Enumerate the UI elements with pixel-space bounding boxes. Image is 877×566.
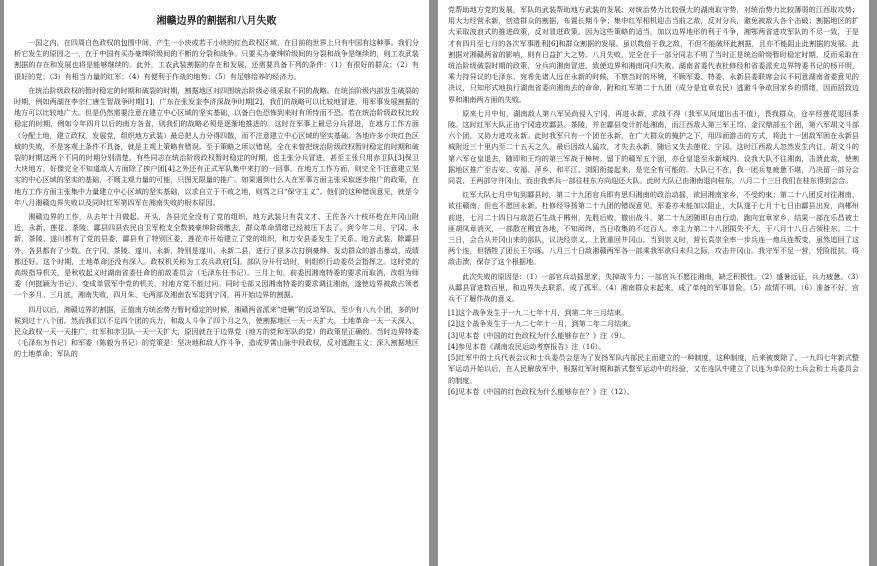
footnote-4: [4]参见本卷《湖南农民运动考察报告》注（16）。 bbox=[448, 341, 606, 351]
left-paragraph-3: 湘赣边界的工作，从去年十月做起。开头，各县完全没有了党的组织，地方武装只有袁文才、王佐各六十枝坏枪在井冈山附近，永新、莲花、茶陵、酃县四县农民自卫军枪支全数被豪绅阶级缴去，群众革命情绪已经被压下去了。到今年二月，宁冈、永新、茶陵、遂川都有了党的县委，酃县有了特别区委，莲花亦开始建立了党的组织，和万安县委发生了关系。地方武装，除酃县外，各县都有了少数。在宁冈、茶陵、遂川、永新，特别是遂川、永新二县，进行了很多次打倒豪绅、发动群众的游击暴动，成绩都还好。这个时期，土地革命还没有深入。政权机关称为工农兵政府[5]。部队分开行动时，则组织行动委员会指挥之。这时党的高级指导机关，是秋收起义时湖南省委任命的前敌委员会（毛泽东任书记）。三月上旬，前委因湘南特委的要求而取消，改组为师委（何挺颖为书记），变成单管军中党的机关，对地方党不能过问。同时毛部又因湘南特委的要求调往湘南，遂使边界被敌占领者一个多月。三月底，湘南失败，四月朱、毛两部及湘南农军退到宁冈，再开始边界的割据。 bbox=[14, 212, 419, 300]
right-paragraph-4: 此次失败的原因是：（1）一部官兵动摇思家，失掉战斗力；一部官兵不愿往湘南，缺乏积极性。（2）盛暑远征，兵力疲惫。（3）从酃县冒进数百里，和边界失去联系，成了孤军。（4）湘南群众未起来，成了单纯的军事冒险。（5）敌情不明。（6）准备不好，官兵不了解作战的意义。 bbox=[448, 271, 859, 304]
document-page-right bbox=[438, 0, 869, 566]
left-paragraph-1: 一国之内，在四周白色政权的包围中间，产生一小块或若干小块的红色政权区域，在目前的世界上只有中国有这种事。我们分析它发生的原因之一，在于中国有买办豪绅阶级间的不断的分裂和战争。只要买办豪绅阶级间的分裂和战争是继续的，则工农武装割据的存在和发展也将是能够继续的。此外，工农武装割据的存在和发展，还需要具备下列的条件：（1）有很好的群众；（2）有很好的党；（3）有相当力量的红军；（4）有便利于作战的地势；（5）有足够给养的经济力。 bbox=[14, 38, 419, 81]
right-paragraph-1: 党帮助地方党的发展，军队的武装帮助地方武装的发展；对统治势力比较强大的湖南取守势，对统治势力比较薄弱的江西取攻势；用大力经营永新，创造群众的割据，布置长期斗争；集中红军相机迎击当前之敌，反对分兵，避免被敌人各个击破；割据地区的扩大采取波浪式的推进政策，反对冒进政策。因为这些策略的适当，加以边界地形的利于斗争，湘鄂两省进攻军队的不尽一致，于是才有四月至七月的各次军事胜利[6]和群众割据的发展。虽以数倍于我之敌，不但不能破坏此割据，且亦不能阻止此割据的发展。此割据对湘赣两省的影响，则有日益扩大之势。八月失败，完全在于一部分同志不明了当时正是统治阶级暂时稳定时期，反而采取在统治阶级破裂时期的政策，分兵向湘南冒进，致使边界和湘南同归失败。湖南省委代表杜修经和省委派充边界特委书记的杨开明，乘力持异议的毛泽东、宛希先诸人远在永新的时候，不察当时的环境，不顾军委、特委、永新县委联席会议不同意湖南省委意见的决议，只知形式地执行湖南省委向湘南去的命命，附和红军第二十九团（成分是宜章农民）逃避斗争欲回家乡的情绪，因而招致边界和湘南两方面的失败。 bbox=[448, 5, 859, 104]
footnote-6: [6]见本卷《中国的红色政权为什么能够存在？》注（12）。 bbox=[448, 386, 634, 396]
document-title: 湘赣边界的割据和八月失败 bbox=[156, 16, 277, 27]
document-page-left bbox=[4, 0, 429, 566]
right-paragraph-3: 红军大队七月中旬到酃县时，第二十九团官兵即有思归湘南的政治动摇，欲回湘南家乡，不受约束；第二十八团反对往湘南，欲往赣南，但也不愿回永新。杜修经导扬第二十九团的错误意见，军委亦未能加以阻止，大队遂于七月十七日由酃县出发，向郴州前进，七月二十四日与敌范石生战于郴州，先胜后败，撤出战斗。第二十九团随即自由行动，跑向宜章家乡，结果一部在乐昌被土匪胡凤章消灭，一部散在郴宜各地，不知所终，当日收集的不过百人。幸主力第二十八团损失不大，于八月十八日占领桂东。二十三日，会合从井冈山来的部队，议决经崇义、上犹重回井冈山。当到崇义时，营长袁崇全率一步兵连一炮兵连叛变，虽然追回了这两个连，但牺牲了团长王尔琢。八月三十日敌湘赣两军各一部乘我军欲归未归之际，攻击井冈山。我守军不足一营，凭险抵抗，将敌击溃，保存了这个根据地。 bbox=[448, 190, 859, 267]
page-gutter bbox=[430, 0, 437, 566]
footnote-5: [5]红军中的士兵代表会议和士兵委员会是为了发扬军队内部民主而建立的一种制度，这种制度，后来被废除了。一九四七年新式整军运动开始以后，在人民解放军中，根据红军时期和新式整军运动中的经验，又在连队中建立了以连为单位的士兵会和士兵委员会的制度。 bbox=[448, 353, 859, 385]
left-paragraph-2: 在统治阶级政权的暂时稳定的时期和破裂的时期，割据地区对四围统治阶级必须采取不同的战略。在统治阶级内部发生破裂的时期，例如两湖在李宗仁唐生智战争时期[1]，广东在张发奎李济深战争时期[2]，我们的战略可以比较地冒进，用军事发展割据的地方可以比较地广大。但是仍然需要注意在建立中心区域的坚实基础，以备白色恐怖到来时有所恃而不恐。若在统治阶级政权比较稳定的时期，例如今年四月以后的南方各省，则我们的战略必须是逐渐地推进的。这时在军事上最忌分兵冒进，在地方工作方面（分配土地，建立政权，发展党，组织地方武装）最忌把人力分得四散，而不注意建立中心区域的坚实基础。各地许多小块红色区域的失败，不是客观上条件不具备，就是主观上策略有错误。至于策略之所以错误，全在未曾把统治阶级政权暂时稳定的时期和破裂的时期这两个不同的时期分别清楚。有些同志在统治阶级政权暂时稳定的时期，也主张分兵冒进，甚至主张只用赤卫队[3]保卫大块地方，好像完全不知道敌人方面除了挨户团[4]之外还有正式军队集中来打的一回事。在地方工作方面，则完全不注意建立坚实的中心区域的坚实的基础，不顾主观力量的可能，只图无限量的推广。如果遇到什么人在军事方面主张采取逐步推广的政策，在地方工作方面主张集中力量建立中心区域的坚实基础，以求自立于不败之地，则骂之曰“保守主义”。他们的这种错误意见，就是今年八月湘赣边界失败以及同时红军第四军在湘南失败的根本原因。 bbox=[14, 85, 419, 207]
footnote-3: [3]见本卷《中国的红色政权为什么能够存在？》注（9）。 bbox=[448, 330, 630, 340]
footnotes bbox=[448, 307, 859, 397]
footnote-1: [1]这个战争发生于一九二七年十月，到第二年三月结束。 bbox=[448, 308, 629, 318]
footnote-2: [2]这个战争发生于一九二七年十一月，到第二年二月结束。 bbox=[448, 319, 636, 329]
left-paragraph-4: 四月以后，湘赣边界的割据，正值南方统治势力暂时稳定的时候，湘赣两省派来“进剿”的反动军队，至少有八九个团，多的时候到过十八个团。然而我们以不足四个团的兵力，和敌人斗争了四个月之久，使割据地区一天一天扩大，土地革命一天一天深入，民众政权一天一天推广，红军和赤卫队一天一天扩大，原因就在于边界党（地方的党和军队的党）的政策是正确的。当时边界特委（毛泽东为书记）和军委（陈毅为书记）的党策是：坚决地和敌人作斗争，造成罗霄山脉中段政权，反对逃跑主义；深入割据地区的土地革命；军队的 bbox=[14, 304, 419, 359]
right-paragraph-2: 原来七月中旬，湖南敌人第八军吴尚侵入宁冈，再进永新，求战不得（我军从间道出击不值），畏我群众，仓卒经莲花退回茶陵。这时红军大队正由宁冈进攻酃县、茶陵，并在酃县变计折赴湘南，而江西敌人第三军王均、金汉鼎部五个团，第六军胡文斗部六个团，又协力进攻永新。此时我军只有一个团在永新，在广大群众的掩护之下，用四面游击的方式，将此十一团敌军困在永新县城附近三十里内至二十五天之久。最后因敌人猛攻，才失去永新，随后又失去莲花、宁冈。这时江西敌人忽然发生内讧，胡文斗的第六军仓皇退去，随即和王均的第三军战于樟树。留下的赣军五个团，亦仓皇退至永新城内。设我大队不往湘南，击溃此敌，使割据地区推广至吉安、安福、萍乡，和平江、浏阳衔接起来，是完全有可能的。大队已不在，我一团兵复疲惫不堪，乃决留一部分会同袁、王两部守井冈山，而由我率兵一部往桂东方向迎还大队。此时大队已由湘南退向桂东，八月二十三日我们在桂东得到会合。 bbox=[448, 108, 859, 186]
